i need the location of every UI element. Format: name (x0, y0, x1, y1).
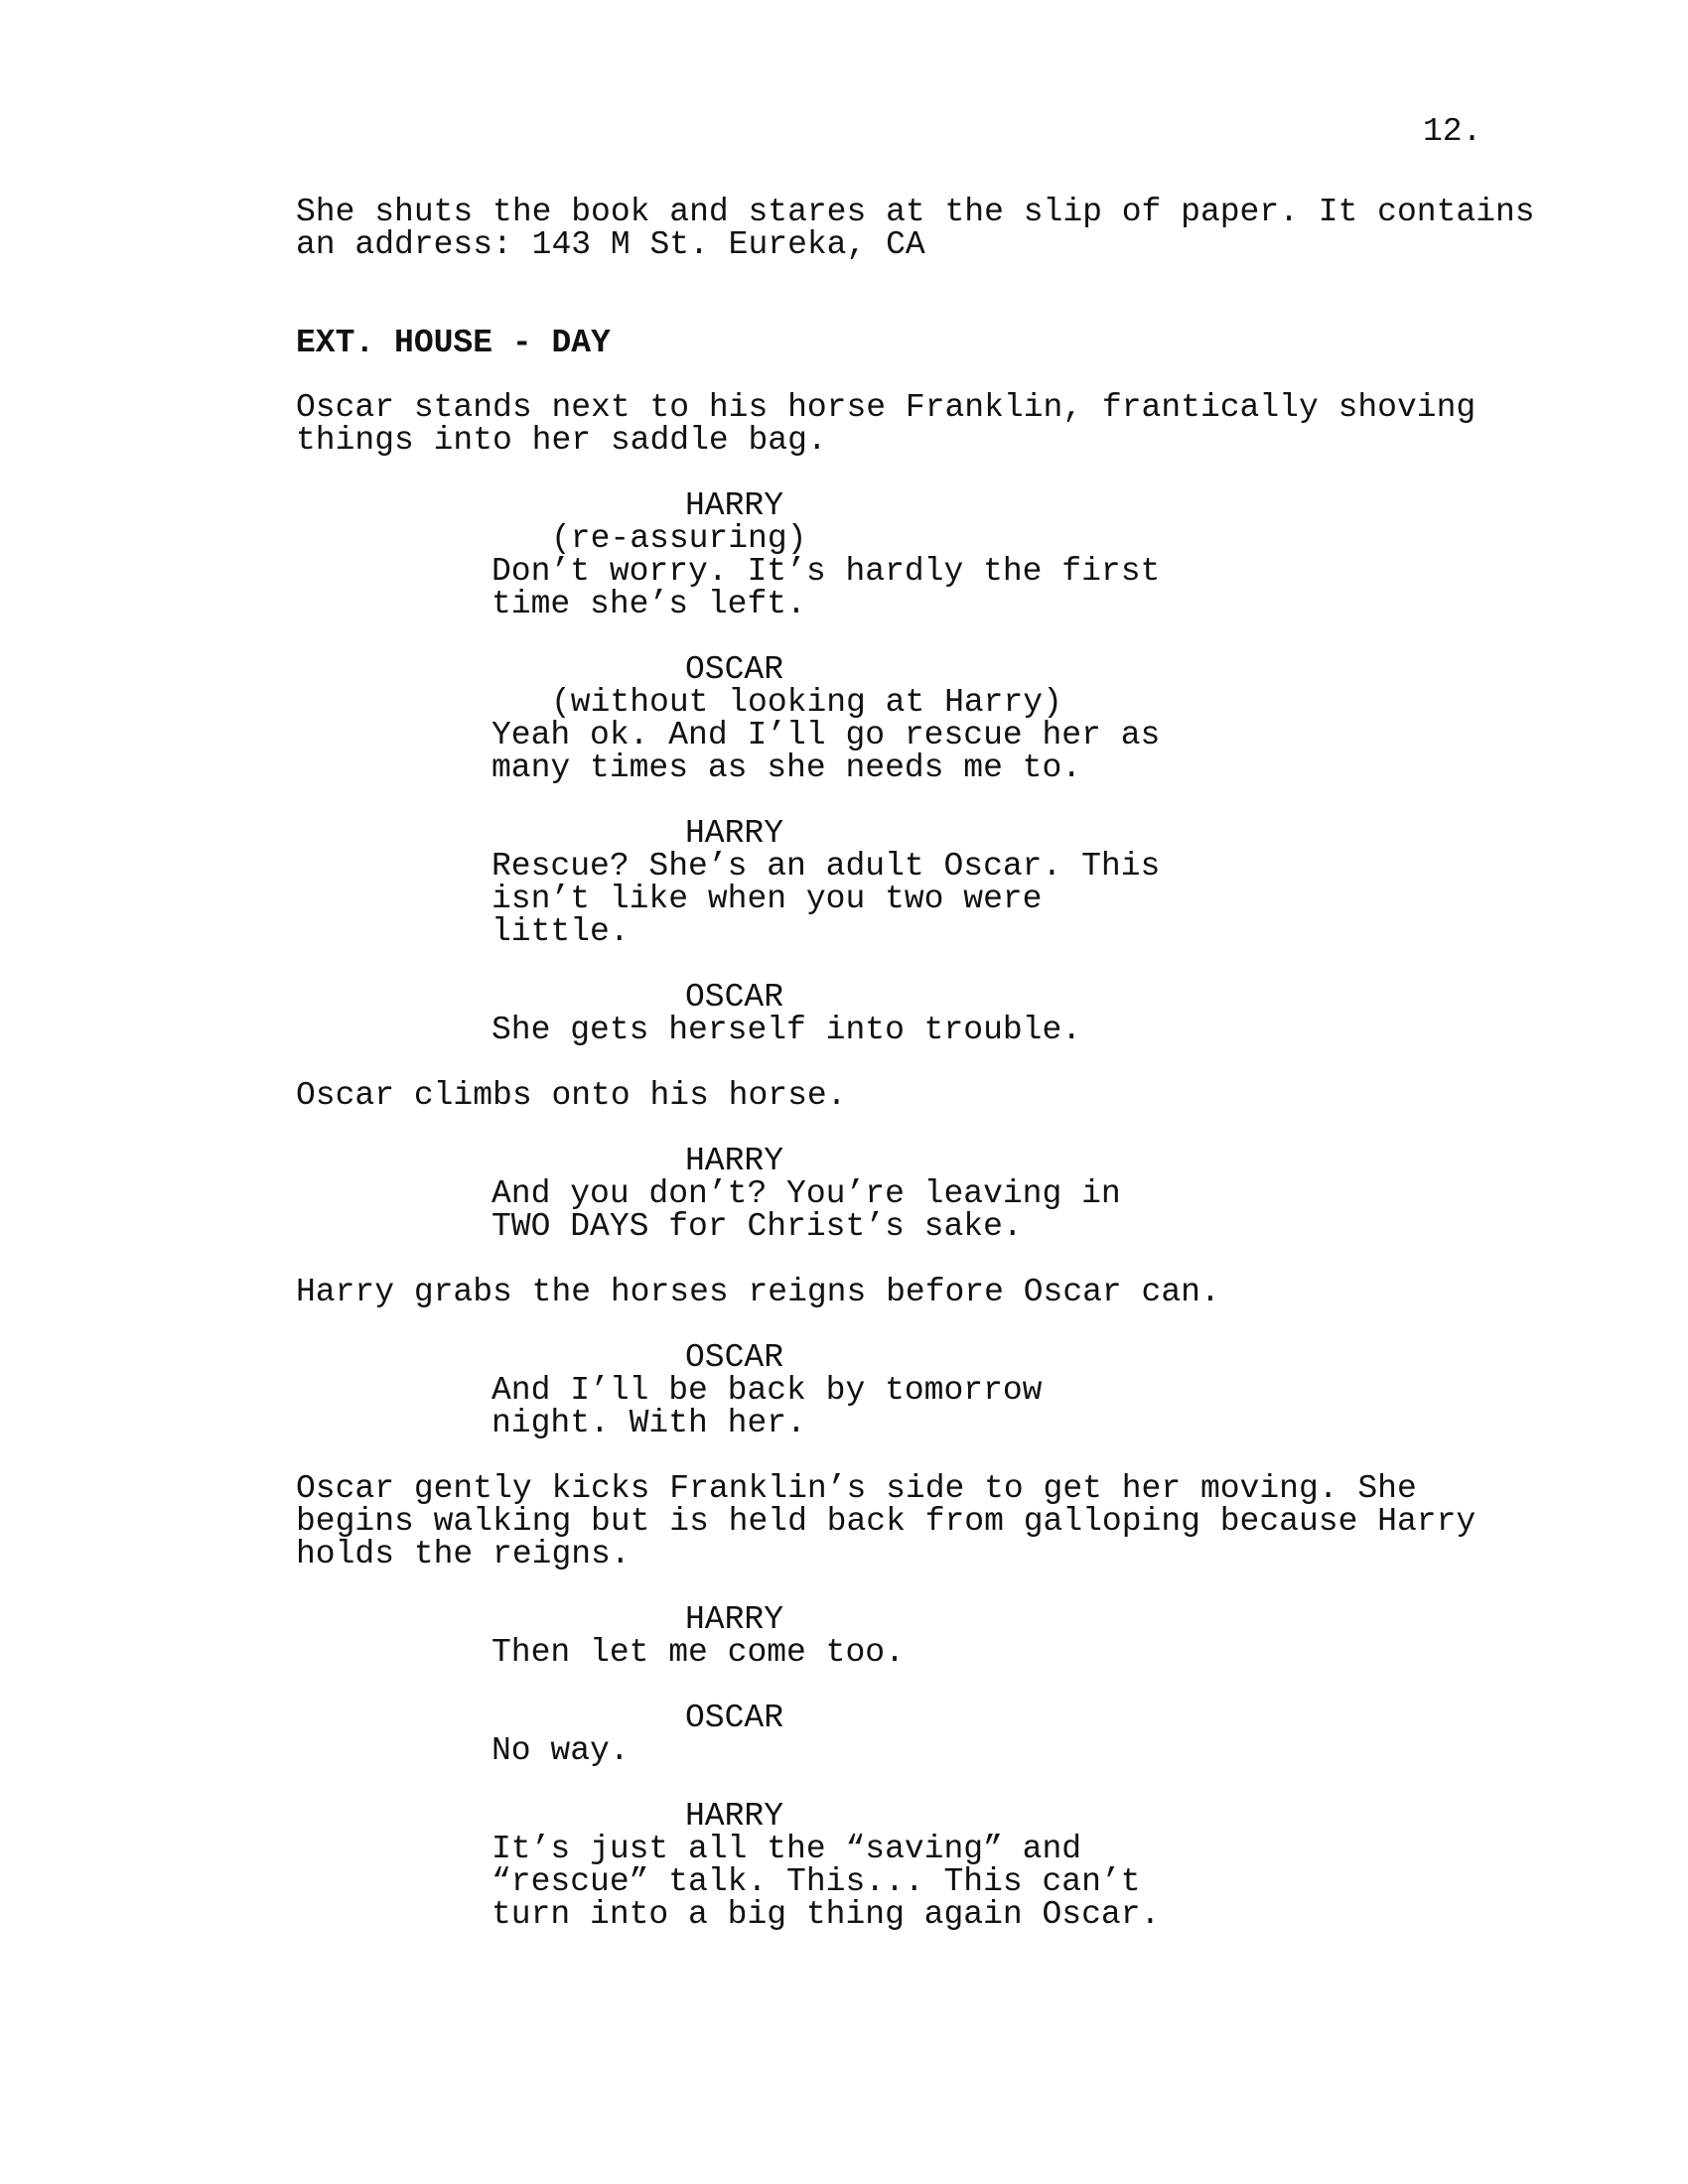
dialogue-line: TWO DAYS for Christ’s sake. (492, 1208, 1023, 1245)
page-number: 12. (1423, 113, 1482, 150)
dialogue-line: little. (492, 913, 630, 950)
dialogue-line: Rescue? She’s an adult Oscar. This (492, 848, 1161, 885)
parenthetical: (re-assuring) (551, 520, 807, 557)
action-line: Oscar stands next to his horse Franklin, frantically shoving (296, 389, 1477, 426)
action-line: holds the reigns. (296, 1536, 631, 1572)
action-line: Oscar gently kicks Franklin’s side to get her moving. She (296, 1470, 1417, 1507)
action-line: things into her saddle bag. (296, 422, 827, 459)
character-name: HARRY (685, 1143, 784, 1179)
dialogue-line: And you don’t? You’re leaving in (492, 1175, 1121, 1212)
character-name: OSCAR (685, 979, 784, 1016)
character-name: HARRY (685, 815, 784, 852)
dialogue-line: turn into a big thing again Oscar. (492, 1896, 1161, 1933)
character-name: OSCAR (685, 651, 784, 688)
action-line: an address: 143 M St. Eureka, CA (296, 226, 925, 263)
dialogue-line: Don’t worry. It’s hardly the first (492, 553, 1161, 590)
character-name: HARRY (685, 1601, 784, 1638)
action-line: Harry grabs the horses reigns before Oscar can. (296, 1274, 1220, 1310)
character-name: OSCAR (685, 1700, 784, 1736)
dialogue-line: It’s just all the “saving” and (492, 1831, 1082, 1867)
character-name: HARRY (685, 1798, 784, 1835)
action-line: begins walking but is held back from galloping because Harry (296, 1503, 1477, 1540)
dialogue-line: isn’t like when you two were (492, 881, 1043, 917)
parenthetical: (without looking at Harry) (551, 684, 1062, 721)
dialogue-line: No way. (492, 1732, 630, 1769)
dialogue-line: time she’s left. (492, 586, 806, 622)
character-name: OSCAR (685, 1339, 784, 1376)
dialogue-line: “rescue” talk. This... This can’t (492, 1863, 1141, 1900)
dialogue-line: She gets herself into trouble. (492, 1012, 1082, 1048)
character-name: HARRY (685, 487, 784, 524)
scene-heading: EXT. HOUSE - DAY (296, 325, 611, 361)
dialogue-line: Yeah ok. And I’ll go rescue her as (492, 717, 1161, 753)
action-line: Oscar climbs onto his horse. (296, 1077, 847, 1114)
dialogue-line: night. With her. (492, 1405, 806, 1441)
dialogue-line: many times as she needs me to. (492, 750, 1082, 786)
dialogue-line: And I’ll be back by tomorrow (492, 1372, 1043, 1409)
action-line: She shuts the book and stares at the slip of paper. It contains (296, 194, 1535, 230)
dialogue-line: Then let me come too. (492, 1634, 905, 1671)
